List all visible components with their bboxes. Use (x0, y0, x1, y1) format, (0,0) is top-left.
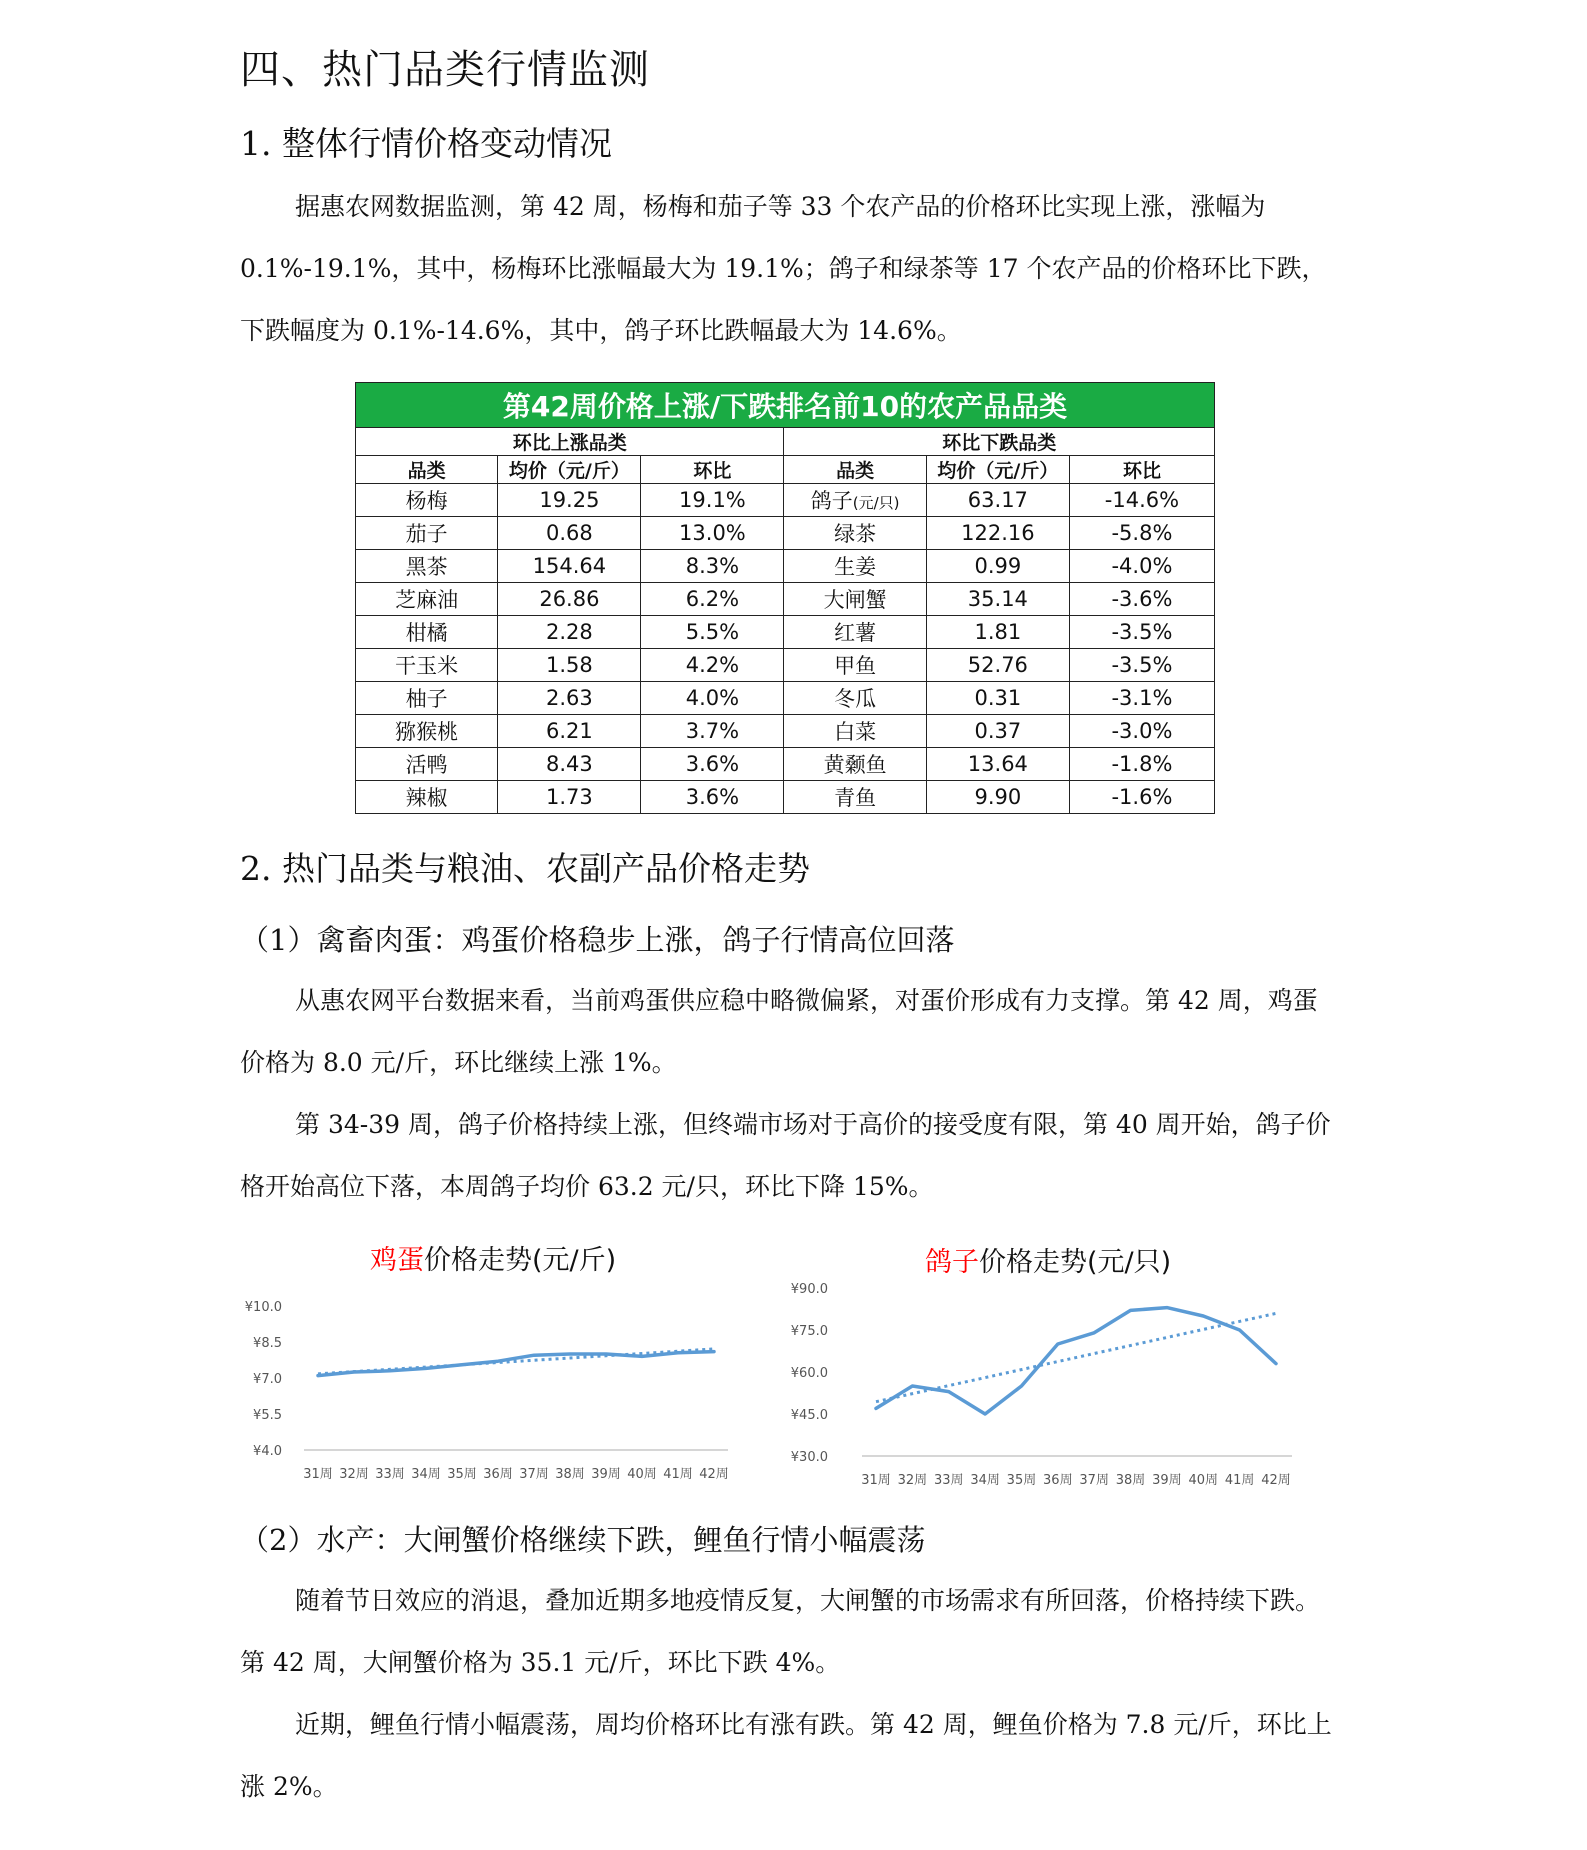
x-tick-label: 34周 (411, 1467, 441, 1482)
x-tick-label: 39周 (1152, 1473, 1182, 1488)
fall-change: -1.8% (1069, 748, 1214, 781)
x-tick-label: 31周 (303, 1467, 333, 1482)
y-tick-label: ¥5.5 (253, 1408, 282, 1423)
rise-change: 3.6% (641, 781, 784, 814)
rise-price: 154.64 (498, 550, 641, 583)
x-tick-label: 35周 (447, 1467, 477, 1482)
chart-title-rest: 价格走势(元/斤) (424, 1245, 617, 1276)
rise-name: 茄子 (356, 517, 498, 550)
y-tick-label: ¥60.0 (790, 1366, 828, 1381)
col-header-category: 品类 (356, 456, 498, 484)
fall-change: -5.8% (1069, 517, 1214, 550)
section-1-paragraph: 据惠农网数据监测，第 42 周，杨梅和茄子等 33 个农产品的价格环比实现上涨，涨幅为 0.1%-19.1%，其中，杨梅环比涨幅最大为 19.1%；鸽子和绿茶等 17 个农产品的价格环比下跌，下跌幅度为 0.1%-14.6%，其中，鸽子环比跌幅最大为 14.6%。 (240, 192, 1327, 345)
y-tick-label: ¥90.0 (790, 1282, 828, 1297)
col-header-category: 品类 (784, 456, 926, 484)
fall-change: -3.1% (1069, 682, 1214, 715)
x-tick-label: 42周 (1261, 1473, 1291, 1488)
chart-title-highlight: 鸡蛋 (370, 1245, 424, 1276)
rise-group-header: 环比上涨品类 (356, 428, 784, 456)
rise-price: 6.21 (498, 715, 641, 748)
fall-price: 1.81 (926, 616, 1069, 649)
series-line (318, 1352, 714, 1376)
x-tick-label: 35周 (1006, 1473, 1037, 1488)
egg-price-chart (240, 1228, 760, 1508)
page-heading: 四、热门品类行情监测 (240, 47, 650, 93)
col-header-change: 环比 (1069, 456, 1214, 484)
table-row (356, 649, 1215, 682)
table-row (356, 583, 1215, 616)
x-tick-label: 40周 (1188, 1473, 1219, 1488)
col-header-price: 均价（元/斤） (498, 456, 641, 484)
rise-change: 5.5% (641, 616, 784, 649)
fall-change: -3.6% (1069, 583, 1214, 616)
y-tick-label: ¥30.0 (790, 1450, 828, 1465)
fall-name: 青鱼 (784, 781, 926, 814)
section-1-title: 1. 整体行情价格变动情况 (240, 124, 612, 163)
rise-name: 干玉米 (356, 649, 498, 682)
rise-name: 柑橘 (356, 616, 498, 649)
fall-name: 黄颡鱼 (784, 748, 926, 781)
table-row (356, 616, 1215, 649)
y-tick-label: ¥75.0 (790, 1324, 828, 1339)
fall-name: 红薯 (784, 616, 926, 649)
fall-price: 63.17 (926, 484, 1069, 517)
table-row (356, 550, 1215, 583)
rise-change: 19.1% (641, 484, 784, 517)
pigeon-price-chart (780, 1228, 1320, 1508)
table-row (356, 682, 1215, 715)
rise-name: 活鸭 (356, 748, 498, 781)
fall-price: 13.64 (926, 748, 1069, 781)
fall-change: -14.6% (1069, 484, 1214, 517)
rise-name: 芝麻油 (356, 583, 498, 616)
x-tick-label: 33周 (933, 1473, 964, 1488)
x-tick-label: 36周 (483, 1467, 513, 1482)
y-tick-label: ¥45.0 (790, 1408, 828, 1423)
subsection-1-paragraph-1: 从惠农网平台数据来看，当前鸡蛋供应稳中略微偏紧，对蛋价形成有力支撑。第 42 周，鸡蛋价格为 8.0 元/斤，环比继续上涨 1%。 (240, 986, 1318, 1077)
section-2-title: 2. 热门品类与粮油、农副产品价格走势 (240, 849, 810, 888)
x-tick-label: 37周 (1079, 1473, 1109, 1488)
subsection-2-paragraph-1: 随着节日效应的消退，叠加近期多地疫情反复，大闸蟹的市场需求有所回落，价格持续下跌。第 42 周，大闸蟹价格为 35.1 元/斤，环比下跌 4%。 (240, 1586, 1321, 1677)
fall-change: -3.5% (1069, 649, 1214, 682)
y-tick-label: ¥7.0 (253, 1372, 282, 1387)
chart-title-rest: 价格走势(元/只) (979, 1247, 1172, 1278)
x-tick-label: 32周 (339, 1467, 369, 1482)
rise-price: 1.58 (498, 649, 641, 682)
fall-price: 0.37 (926, 715, 1069, 748)
rise-name: 杨梅 (356, 484, 498, 517)
series-line (876, 1308, 1276, 1414)
fall-change: -3.0% (1069, 715, 1214, 748)
rise-name: 猕猴桃 (356, 715, 498, 748)
x-tick-label: 37周 (519, 1467, 549, 1482)
table-row (356, 484, 1215, 517)
fall-change: -1.6% (1069, 781, 1214, 814)
rise-change: 4.0% (641, 682, 784, 715)
x-tick-label: 31周 (861, 1473, 891, 1488)
fall-price: 35.14 (926, 583, 1069, 616)
col-header-change: 环比 (641, 456, 784, 484)
fall-name: 生姜 (784, 550, 926, 583)
rise-name: 黑茶 (356, 550, 498, 583)
subsection-1-paragraph-2: 第 34-39 周，鸽子价格持续上涨，但终端市场对于高价的接受度有限，第 40 周开始，鸽子价格开始高位下落，本周鸽子均价 63.2 元/只，环比下降 15%。 (240, 1110, 1331, 1201)
rise-price: 19.25 (498, 484, 641, 517)
x-tick-label: 38周 (555, 1467, 585, 1482)
fall-name: 鸽子(元/只) (784, 484, 926, 517)
x-tick-label: 36周 (1043, 1473, 1073, 1488)
table-row (356, 715, 1215, 748)
fall-name: 大闸蟹 (784, 583, 926, 616)
fall-name: 白菜 (784, 715, 926, 748)
rise-change: 13.0% (641, 517, 784, 550)
rise-price: 2.63 (498, 682, 641, 715)
fall-name: 甲鱼 (784, 649, 926, 682)
rise-name: 柚子 (356, 682, 498, 715)
chart-title (370, 1238, 616, 1277)
rise-price: 0.68 (498, 517, 641, 550)
rise-change: 3.6% (641, 748, 784, 781)
x-tick-label: 39周 (591, 1467, 621, 1482)
rise-name: 辣椒 (356, 781, 498, 814)
x-tick-label: 41周 (1224, 1473, 1255, 1488)
x-tick-label: 38周 (1115, 1473, 1146, 1488)
rise-price: 2.28 (498, 616, 641, 649)
y-tick-label: ¥8.5 (253, 1336, 282, 1351)
x-tick-label: 32周 (897, 1473, 928, 1488)
fall-price: 0.31 (926, 682, 1069, 715)
fall-price: 9.90 (926, 781, 1069, 814)
col-header-price: 均价（元/斤） (926, 456, 1069, 484)
table-title: 第42周价格上涨/下跌排名前10的农产品品类 (356, 383, 1215, 428)
table-row (356, 748, 1215, 781)
chart-title (925, 1240, 1171, 1279)
table-row (356, 781, 1215, 814)
subsection-1-title: （1）禽畜肉蛋：鸡蛋价格稳步上涨，鸽子行情高位回落 (240, 923, 955, 957)
rise-price: 26.86 (498, 583, 641, 616)
fall-change: -4.0% (1069, 550, 1214, 583)
chart-title-highlight: 鸽子 (925, 1247, 979, 1278)
price-ranking-table (355, 382, 1215, 814)
x-tick-label: 41周 (663, 1467, 693, 1482)
rise-change: 3.7% (641, 715, 784, 748)
x-tick-label: 40周 (627, 1467, 657, 1482)
subsection-2-paragraph-2: 近期，鲤鱼行情小幅震荡，周均价格环比有涨有跌。第 42 周，鲤鱼价格为 7.8 元/斤，环比上涨 2%。 (240, 1710, 1332, 1801)
fall-name: 冬瓜 (784, 682, 926, 715)
fall-group-header: 环比下跌品类 (784, 428, 1215, 456)
fall-price: 122.16 (926, 517, 1069, 550)
subsection-2-title: （2）水产：大闸蟹价格继续下跌，鲤鱼行情小幅震荡 (240, 1523, 926, 1557)
x-tick-label: 42周 (699, 1467, 729, 1482)
table-row (356, 517, 1215, 550)
x-tick-label: 33周 (375, 1467, 405, 1482)
unit-note: (元/只) (852, 494, 900, 512)
rise-price: 1.73 (498, 781, 641, 814)
y-tick-label: ¥10.0 (244, 1300, 282, 1315)
rise-change: 4.2% (641, 649, 784, 682)
rise-price: 8.43 (498, 748, 641, 781)
rise-change: 8.3% (641, 550, 784, 583)
fall-price: 52.76 (926, 649, 1069, 682)
x-tick-label: 34周 (970, 1473, 1000, 1488)
rise-change: 6.2% (641, 583, 784, 616)
fall-change: -3.5% (1069, 616, 1214, 649)
fall-name: 绿茶 (784, 517, 926, 550)
fall-price: 0.99 (926, 550, 1069, 583)
y-tick-label: ¥4.0 (253, 1444, 282, 1459)
